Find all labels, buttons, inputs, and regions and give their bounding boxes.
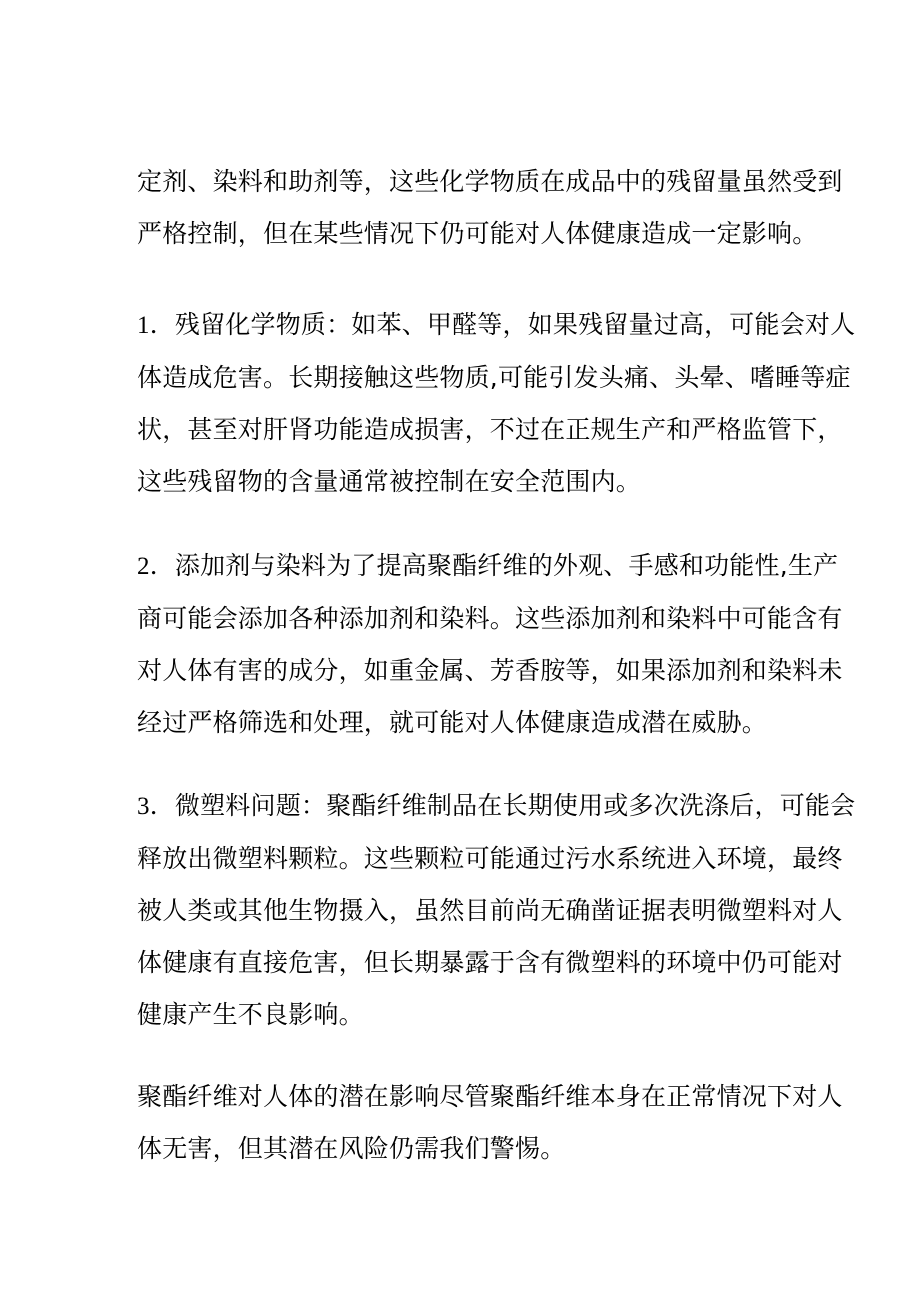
text-line: 释放出微塑料颗粒。这些颗粒可能通过污水系统进入环境，最终 bbox=[137, 844, 843, 873]
text-line: 对人体有害的成分，如重金属、芳香胺等，如果添加剂和染料未 bbox=[137, 656, 843, 685]
paragraph-item-1 bbox=[137, 299, 856, 508]
text-line bbox=[137, 780, 856, 833]
text-line: 定剂、染料和助剂等，这些化学物质在成品中的残留量虽然受到 bbox=[137, 167, 843, 196]
text-line: 体无害，但其潜在风险仍需我们警惕。 bbox=[137, 1134, 566, 1163]
paragraph-intro bbox=[137, 156, 843, 260]
paragraph-conclusion bbox=[137, 1071, 843, 1175]
text-line: 体造成危害。长期接触这些物质,可能引发头痛、头晕、嗜睡等症 bbox=[137, 363, 851, 392]
text-line: 聚酯纤维对人体的潜在影响尽管聚酯纤维本身在正常情况下对人 bbox=[137, 1082, 843, 1111]
text-line: 这些残留物的含量通常被控制在安全范围内。 bbox=[137, 467, 642, 496]
text-line: 健康产生不良影响。 bbox=[137, 1000, 364, 1029]
text-line-content: 微塑料问题：聚酯纤维制品在长期使用或多次洗涤后，可能会 bbox=[174, 791, 856, 820]
text-line bbox=[137, 540, 839, 593]
paragraph-item-2 bbox=[137, 540, 843, 749]
item-number: 3． bbox=[137, 793, 175, 820]
paragraph-item-3 bbox=[137, 780, 856, 1041]
text-line: 体健康有直接危害，但长期暴露于含有微塑料的环境中仍可能对 bbox=[137, 948, 843, 977]
text-line: 商可能会添加各种添加剂和染料。这些添加剂和染料中可能含有 bbox=[137, 604, 843, 633]
item-number: 1． bbox=[137, 312, 175, 339]
item-number: 2． bbox=[137, 553, 175, 580]
text-line: 严格控制，但在某些情况下仍可能对人体健康造成一定影响。 bbox=[137, 219, 818, 248]
text-line bbox=[137, 299, 856, 352]
text-line: 被人类或其他生物摄入，虽然目前尚无确凿证据表明微塑料对人 bbox=[137, 896, 843, 925]
text-line: 状，甚至对肝肾功能造成损害，不过在正规生产和严格监管下， bbox=[137, 415, 843, 444]
text-line-content: 添加剂与染料为了提高聚酯纤维的外观、手感和功能性,生产 bbox=[174, 551, 839, 580]
text-line-content: 残留化学物质：如苯、甲醛等，如果残留量过高，可能会对人 bbox=[174, 310, 856, 339]
text-line: 经过严格筛选和处理，就可能对人体健康造成潜在威胁。 bbox=[137, 708, 768, 737]
